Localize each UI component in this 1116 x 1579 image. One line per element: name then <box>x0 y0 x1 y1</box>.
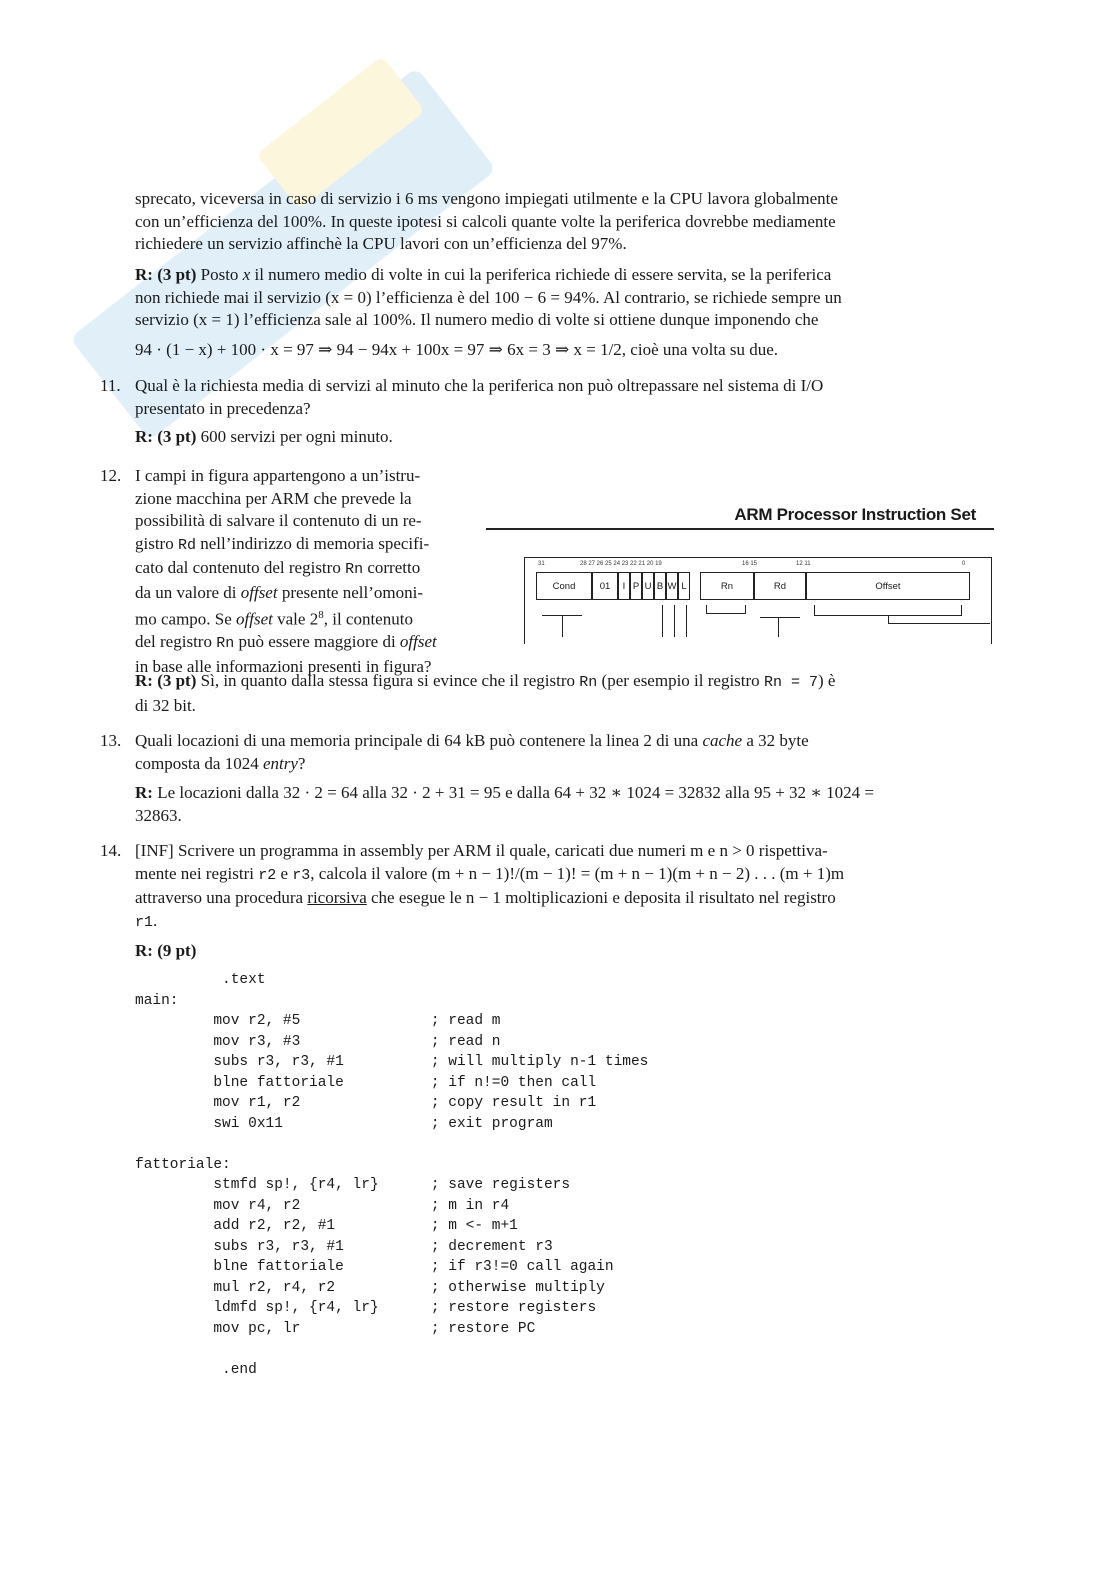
answer-13-line-2: 32863. <box>135 805 182 825</box>
question-number: 12. <box>100 466 122 485</box>
field-rn: Rn <box>700 572 754 600</box>
answer-label: R: (3 pt) <box>135 671 197 690</box>
code-rn-7: Rn = 7 <box>763 674 818 691</box>
text: da un valore di <box>135 582 241 602</box>
field-w: W <box>666 572 678 600</box>
figure-title: ARM Processor Instruction Set <box>734 505 976 524</box>
text: ? <box>297 753 306 773</box>
question-number: 11. <box>100 376 121 395</box>
intro-line-3: richiedere un servizio affinchè la CPU lavori con un’efficienza del 97%. <box>135 234 627 253</box>
connector <box>706 613 746 614</box>
field-b: B <box>654 572 666 600</box>
code-line: blne fattoriale ; if n!=0 then call <box>135 1074 597 1091</box>
answer-text: ) è <box>817 671 836 690</box>
text: che esegue le n − 1 moltiplicazioni e deposita il risultato nel registro <box>366 888 836 907</box>
connector <box>745 605 746 613</box>
code-r1: r1 <box>135 913 154 931</box>
question-12-line: possibilità di salvare il contenuto di un re- <box>135 511 422 530</box>
answer-10 <box>135 264 975 361</box>
answer-label: R: (3 pt) <box>135 265 197 284</box>
text: , il contenuto <box>323 609 413 629</box>
intro-paragraph <box>135 188 975 256</box>
code-line: mov r1, r2 ; copy result in r1 <box>135 1095 597 1111</box>
question-11-line-1: Qual è la richiesta media di servizi al minuto che la periferica non può oltrepassare nel sistema di I/O <box>135 376 824 395</box>
text: e <box>276 863 293 883</box>
text: , calcola il valore (m + n − 1)!/(m − 1)! = (m + n − 1)(m + n − 2) . . . (m + 1)m <box>310 863 845 883</box>
code-line: fattoriale: <box>135 1156 231 1173</box>
question-12-line: I campi in figura appartengono a un’istru- <box>135 466 421 485</box>
intro-line-1: sprecato, viceversa in caso di servizio i 6 ms vengono impiegati utilmente e la CPU lavora globalmente <box>135 189 838 208</box>
question-14-line-4 <box>135 910 975 935</box>
answer-label: R: (9 pt) <box>135 941 197 960</box>
code-line: main: <box>135 992 179 1009</box>
text: attraverso una procedura <box>135 888 308 907</box>
bit-label: 16 15 <box>742 561 758 567</box>
text: a 32 byte <box>742 731 809 750</box>
question-13-line-1 <box>135 730 975 753</box>
text: Quali locazioni di una memoria principale di 64 kB può contenere la linea 2 di una <box>135 731 703 750</box>
term-offset: offset <box>240 582 278 602</box>
connector <box>674 605 675 637</box>
code-line: .end <box>135 1361 257 1378</box>
question-12-line <box>135 557 477 582</box>
connector <box>706 605 707 613</box>
exponent: 8 <box>318 609 324 621</box>
code-rd: Rd <box>177 536 196 554</box>
text: corretto <box>363 558 421 577</box>
code-line: mov r3, #3 ; read n <box>135 1033 501 1050</box>
question-11-line-2: presentato in precedenza? <box>135 398 311 418</box>
text: vale 2 <box>272 609 319 629</box>
code-r3: r3 <box>292 866 311 884</box>
connector <box>686 605 687 637</box>
intro-line-2: con un’efficienza del 100%. In queste ipotesi si calcoli quante volte la periferica dovrebbe mediamente <box>135 211 836 231</box>
text: mente nei registri <box>135 863 259 883</box>
question-14-line-2 <box>135 863 975 888</box>
question-12-line <box>135 582 477 605</box>
bit-label: 31 <box>538 561 545 567</box>
code-r2: r2 <box>258 866 277 884</box>
figure-frame <box>524 557 992 644</box>
connector <box>662 605 663 637</box>
text: . <box>153 910 158 930</box>
answer-text: Le locazioni dalla 32 · 2 = 64 alla 32 · 2 + 31 = 95 e dalla 64 + 32 ∗ 1024 = 32832 alla 95 + 32 ∗ 1024 = <box>152 783 874 802</box>
code-line: ldmfd sp!, {r4, lr} ; restore registers <box>135 1300 597 1316</box>
question-13 <box>135 730 975 827</box>
answer-11 <box>135 426 975 449</box>
answer-text: 600 servizi per ogni minuto. <box>196 427 393 446</box>
connector <box>562 615 563 637</box>
text: presente nell’omoni- <box>277 582 423 602</box>
answer-text: il numero medio di volte in cui la periferica richiede di essere servita, se la periferica <box>250 265 832 284</box>
question-12-line <box>135 604 477 631</box>
text: nell’indirizzo di memoria specifi- <box>196 533 430 553</box>
arm-instruction-figure <box>486 505 996 645</box>
figure-rule <box>486 528 994 530</box>
field-u: U <box>642 572 654 600</box>
text: può essere maggiore di <box>234 632 400 652</box>
code-rn: Rn <box>216 635 235 653</box>
field-i: I <box>618 572 630 600</box>
connector <box>888 623 990 624</box>
term-offset: offset <box>399 632 437 652</box>
term-ricorsiva: ricorsiva <box>307 888 367 907</box>
connector <box>760 617 800 618</box>
assembly-code-listing <box>135 970 648 1380</box>
bit-label: 12 11 <box>796 561 811 567</box>
answer-12-line-2: di 32 bit. <box>135 695 196 715</box>
text: gistro <box>135 533 178 553</box>
connector <box>778 617 779 637</box>
code-rn: Rn <box>345 561 364 578</box>
answer-10-equation: 94 · (1 − x) + 100 · x = 97 ⇒ 94 − 94x + 100x = 97 ⇒ 6x = 3 ⇒ x = 1/2, cioè una volta su due. <box>135 339 779 359</box>
code-line: add r2, r2, #1 ; m <- m+1 <box>135 1218 518 1234</box>
code-rn: Rn <box>579 674 598 691</box>
bit-label: 28 27 26 25 24 23 22 21 20 19 <box>580 561 662 567</box>
text: del registro <box>135 632 217 652</box>
question-12-line <box>135 631 477 656</box>
question-12-line: in base alle informazioni presenti in figura? <box>135 656 432 676</box>
answer-text: (per esempio il registro <box>597 671 764 690</box>
field-offset: Offset <box>806 572 970 600</box>
code-line: blne fattoriale ; if r3!=0 call again <box>135 1259 614 1275</box>
field-p: P <box>630 572 642 600</box>
text: mo campo. Se <box>135 609 237 629</box>
answer-12-line-1 <box>135 670 975 695</box>
code-line: mov r2, #5 ; read m <box>135 1013 501 1029</box>
question-14-line-1: [INF] Scrivere un programma in assembly per ARM il quale, caricati due numeri m e n > 0 rispettiva- <box>135 841 828 860</box>
code-line: stmfd sp!, {r4, lr} ; save registers <box>135 1177 571 1193</box>
field-cond: Cond <box>536 572 592 600</box>
text: composta da 1024 <box>135 753 263 773</box>
answer-12 <box>135 670 975 717</box>
connector <box>961 605 962 615</box>
answer-10-line-3: servizio (x = 1) l’efficienza sale al 100%. Il numero medio di volte si ottiene dunque imponendo che <box>135 310 819 329</box>
answer-label: R: (3 pt) <box>135 427 197 446</box>
question-12-line <box>135 533 477 558</box>
code-line <box>135 1339 648 1360</box>
bit-label: 0 <box>962 561 966 567</box>
var-x: x <box>242 265 251 284</box>
question-13-line-2 <box>135 753 975 776</box>
term-cache: cache <box>702 731 743 750</box>
term-entry: entry <box>262 753 298 773</box>
question-14 <box>135 840 975 963</box>
answer-10-line-2: non richiede mai il servizio (x = 0) l’efficienza è del 100 − 6 = 94%. Al contrario, se richiede sempre un <box>135 287 842 307</box>
answer-text: Posto <box>196 265 243 284</box>
code-line: mov pc, lr ; restore PC <box>135 1320 536 1337</box>
code-line: swi 0x11 ; exit program <box>135 1115 553 1132</box>
code-line: mul r2, r4, r2 ; otherwise multiply <box>135 1279 605 1296</box>
question-number: 14. <box>100 841 122 860</box>
connector <box>888 615 889 623</box>
text: cato dal contenuto del registro <box>135 558 346 577</box>
code-line: subs r3, r3, #1 ; will multiply n-1 times <box>135 1054 649 1070</box>
code-line: .text <box>135 972 266 988</box>
field-rd: Rd <box>754 572 806 600</box>
code-line: subs r3, r3, #1 ; decrement r3 <box>135 1238 553 1255</box>
code-line: mov r4, r2 ; m in r4 <box>135 1197 510 1214</box>
answer-13-line-1 <box>135 782 975 805</box>
answer-label: R: <box>135 783 153 802</box>
question-12 <box>135 465 477 678</box>
code-line <box>135 1134 648 1155</box>
field-01: 01 <box>592 572 618 600</box>
question-12-line: zione macchina per ARM che prevede la <box>135 488 412 508</box>
answer-10-line-1 <box>135 264 975 287</box>
answer-text: Sì, in quanto dalla stessa figura si evince che il registro <box>196 671 580 690</box>
term-offset: offset <box>236 609 273 629</box>
question-11 <box>135 375 975 449</box>
field-l: L <box>678 572 690 600</box>
connector <box>814 605 815 615</box>
question-number: 13. <box>100 731 122 750</box>
question-14-line-3 <box>135 887 975 910</box>
